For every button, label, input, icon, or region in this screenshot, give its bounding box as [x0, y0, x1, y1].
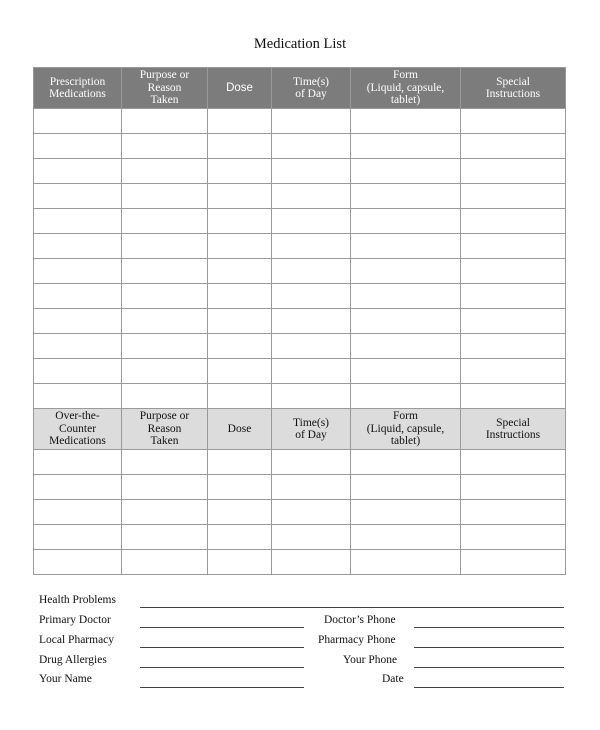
otc-cell-medication[interactable]	[34, 525, 122, 550]
otc-cell-time-of-day[interactable]	[272, 475, 351, 500]
health-problems-field[interactable]	[140, 607, 564, 608]
prescription-cell-form[interactable]	[351, 134, 461, 159]
primary-doctor-label: Primary Doctor	[39, 614, 111, 626]
prescription-cell-special-instructions[interactable]	[461, 159, 566, 184]
prescription-cell-form[interactable]	[351, 184, 461, 209]
prescription-table-row	[34, 334, 566, 359]
otc-cell-purpose[interactable]	[122, 500, 208, 525]
otc-table-row	[34, 500, 566, 525]
otc-table-row	[34, 450, 566, 475]
prescription-cell-medication[interactable]	[34, 159, 122, 184]
prescription-cell-time-of-day[interactable]	[272, 209, 351, 234]
prescription-header-form: Form (Liquid, capsule, tablet)	[351, 68, 461, 109]
prescription-cell-medication[interactable]	[34, 259, 122, 284]
prescription-table-row	[34, 184, 566, 209]
prescription-cell-dose[interactable]	[208, 159, 272, 184]
prescription-header-time-of-day: Time(s) of Day	[272, 68, 351, 109]
otc-cell-form[interactable]	[351, 525, 461, 550]
otc-table-row	[34, 475, 566, 500]
otc-cell-time-of-day[interactable]	[272, 450, 351, 475]
page-title: Medication List	[253, 36, 347, 52]
local-pharmacy-field[interactable]	[140, 647, 304, 648]
doctors-phone-label: Doctor’s Phone	[324, 614, 396, 626]
prescription-cell-purpose[interactable]	[122, 109, 208, 134]
otc-table-row	[34, 550, 566, 575]
prescription-cell-special-instructions[interactable]	[461, 384, 566, 409]
prescription-cell-purpose[interactable]	[122, 334, 208, 359]
prescription-cell-purpose[interactable]	[122, 159, 208, 184]
prescription-cell-dose[interactable]	[208, 359, 272, 384]
prescription-cell-purpose[interactable]	[122, 134, 208, 159]
prescription-cell-special-instructions[interactable]	[461, 209, 566, 234]
prescription-cell-time-of-day[interactable]	[272, 109, 351, 134]
prescription-cell-dose[interactable]	[208, 209, 272, 234]
prescription-cell-purpose[interactable]	[122, 384, 208, 409]
prescription-header-dose: Dose	[208, 68, 272, 109]
health-problems-label: Health Problems	[39, 594, 116, 606]
local-pharmacy-label: Local Pharmacy	[39, 634, 115, 646]
prescription-cell-special-instructions[interactable]	[461, 309, 566, 334]
prescription-cell-special-instructions[interactable]	[461, 184, 566, 209]
otc-cell-form[interactable]	[351, 450, 461, 475]
prescription-cell-time-of-day[interactable]	[272, 284, 351, 309]
otc-cell-time-of-day[interactable]	[272, 550, 351, 575]
prescription-cell-form[interactable]	[351, 109, 461, 134]
prescription-cell-form[interactable]	[351, 384, 461, 409]
prescription-cell-medication[interactable]	[34, 284, 122, 309]
doctors-phone-field[interactable]	[414, 627, 564, 628]
drug-allergies-field[interactable]	[140, 667, 304, 668]
prescription-cell-special-instructions[interactable]	[461, 359, 566, 384]
prescription-cell-dose[interactable]	[208, 184, 272, 209]
prescription-cell-time-of-day[interactable]	[272, 309, 351, 334]
otc-cell-medication[interactable]	[34, 475, 122, 500]
prescription-cell-time-of-day[interactable]	[272, 259, 351, 284]
prescription-cell-time-of-day[interactable]	[272, 159, 351, 184]
prescription-cell-purpose[interactable]	[122, 359, 208, 384]
your-phone-field[interactable]	[414, 667, 564, 668]
otc-cell-medication[interactable]	[34, 500, 122, 525]
prescription-cell-form[interactable]	[351, 284, 461, 309]
prescription-cell-form[interactable]	[351, 234, 461, 259]
pharmacy-phone-field[interactable]	[414, 647, 564, 648]
prescription-cell-special-instructions[interactable]	[461, 109, 566, 134]
prescription-cell-medication[interactable]	[34, 359, 122, 384]
prescription-cell-dose[interactable]	[208, 109, 272, 134]
drug-allergies-label: Drug Allergies	[39, 654, 107, 666]
prescription-table-row	[34, 159, 566, 184]
otc-header-purpose: Purpose or Reason Taken	[122, 409, 208, 450]
otc-header-time-of-day: Time(s) of Day	[272, 409, 351, 450]
prescription-cell-form[interactable]	[351, 159, 461, 184]
prescription-cell-dose[interactable]	[208, 134, 272, 159]
prescription-cell-purpose[interactable]	[122, 234, 208, 259]
otc-cell-medication[interactable]	[34, 450, 122, 475]
prescription-cell-time-of-day[interactable]	[272, 184, 351, 209]
prescription-table-row	[34, 359, 566, 384]
medication-table	[33, 67, 566, 575]
prescription-cell-dose[interactable]	[208, 334, 272, 359]
otc-cell-form[interactable]	[351, 475, 461, 500]
prescription-header-medication: Prescription Medications	[34, 68, 122, 109]
prescription-cell-special-instructions[interactable]	[461, 134, 566, 159]
prescription-cell-medication[interactable]	[34, 109, 122, 134]
otc-header-special-instructions: Special Instructions	[461, 409, 566, 450]
prescription-cell-dose[interactable]	[208, 309, 272, 334]
otc-cell-form[interactable]	[351, 550, 461, 575]
prescription-cell-purpose[interactable]	[122, 184, 208, 209]
prescription-table-row	[34, 234, 566, 259]
prescription-table-row	[34, 259, 566, 284]
prescription-header-special-instructions: Special Instructions	[461, 68, 566, 109]
prescription-cell-time-of-day[interactable]	[272, 234, 351, 259]
otc-cell-dose[interactable]	[208, 550, 272, 575]
otc-cell-purpose[interactable]	[122, 475, 208, 500]
prescription-cell-form[interactable]	[351, 334, 461, 359]
otc-cell-dose[interactable]	[208, 475, 272, 500]
prescription-table-row	[34, 134, 566, 159]
otc-cell-purpose[interactable]	[122, 525, 208, 550]
prescription-cell-form[interactable]	[351, 209, 461, 234]
prescription-cell-form[interactable]	[351, 359, 461, 384]
prescription-table-row	[34, 384, 566, 409]
prescription-cell-medication[interactable]	[34, 384, 122, 409]
otc-cell-medication[interactable]	[34, 550, 122, 575]
primary-doctor-field[interactable]	[140, 627, 304, 628]
prescription-cell-purpose[interactable]	[122, 309, 208, 334]
otc-header-row	[34, 409, 566, 450]
otc-cell-special-instructions[interactable]	[461, 550, 566, 575]
prescription-cell-form[interactable]	[351, 309, 461, 334]
prescription-table-row	[34, 309, 566, 334]
prescription-cell-time-of-day[interactable]	[272, 134, 351, 159]
prescription-cell-medication[interactable]	[34, 209, 122, 234]
date-label: Date	[382, 673, 404, 685]
otc-header-medication: Over-the- Counter Medications	[34, 409, 122, 450]
prescription-header-purpose: Purpose or Reason Taken	[122, 68, 208, 109]
otc-cell-dose[interactable]	[208, 525, 272, 550]
prescription-cell-dose[interactable]	[208, 284, 272, 309]
prescription-cell-time-of-day[interactable]	[272, 384, 351, 409]
prescription-cell-medication[interactable]	[34, 234, 122, 259]
prescription-table-row	[34, 209, 566, 234]
otc-cell-dose[interactable]	[208, 450, 272, 475]
pharmacy-phone-label: Pharmacy Phone	[318, 634, 396, 646]
prescription-cell-form[interactable]	[351, 259, 461, 284]
prescription-cell-dose[interactable]	[208, 384, 272, 409]
prescription-cell-purpose[interactable]	[122, 259, 208, 284]
prescription-cell-special-instructions[interactable]	[461, 259, 566, 284]
prescription-cell-medication[interactable]	[34, 309, 122, 334]
your-phone-label: Your Phone	[343, 654, 398, 666]
prescription-cell-dose[interactable]	[208, 234, 272, 259]
prescription-header-row	[34, 68, 566, 109]
otc-cell-purpose[interactable]	[122, 450, 208, 475]
otc-cell-time-of-day[interactable]	[272, 525, 351, 550]
otc-cell-dose[interactable]	[208, 500, 272, 525]
prescription-cell-special-instructions[interactable]	[461, 334, 566, 359]
otc-table-row	[34, 525, 566, 550]
otc-cell-special-instructions[interactable]	[461, 450, 566, 475]
otc-cell-time-of-day[interactable]	[272, 500, 351, 525]
otc-header-dose: Dose	[208, 409, 272, 450]
otc-cell-purpose[interactable]	[122, 550, 208, 575]
prescription-cell-dose[interactable]	[208, 259, 272, 284]
otc-cell-special-instructions[interactable]	[461, 525, 566, 550]
prescription-cell-medication[interactable]	[34, 334, 122, 359]
otc-header-form: Form (Liquid, capsule, tablet)	[351, 409, 461, 450]
your-name-field[interactable]	[140, 687, 304, 688]
date-field[interactable]	[414, 687, 564, 688]
prescription-cell-time-of-day[interactable]	[272, 359, 351, 384]
prescription-cell-time-of-day[interactable]	[272, 334, 351, 359]
prescription-table-row	[34, 284, 566, 309]
prescription-table-row	[34, 109, 566, 134]
otc-cell-special-instructions[interactable]	[461, 475, 566, 500]
prescription-cell-purpose[interactable]	[122, 209, 208, 234]
your-name-label: Your Name	[39, 673, 92, 685]
prescription-cell-special-instructions[interactable]	[461, 284, 566, 309]
prescription-cell-medication[interactable]	[34, 184, 122, 209]
prescription-cell-medication[interactable]	[34, 134, 122, 159]
prescription-cell-purpose[interactable]	[122, 284, 208, 309]
otc-cell-special-instructions[interactable]	[461, 500, 566, 525]
otc-cell-form[interactable]	[351, 500, 461, 525]
prescription-cell-special-instructions[interactable]	[461, 234, 566, 259]
